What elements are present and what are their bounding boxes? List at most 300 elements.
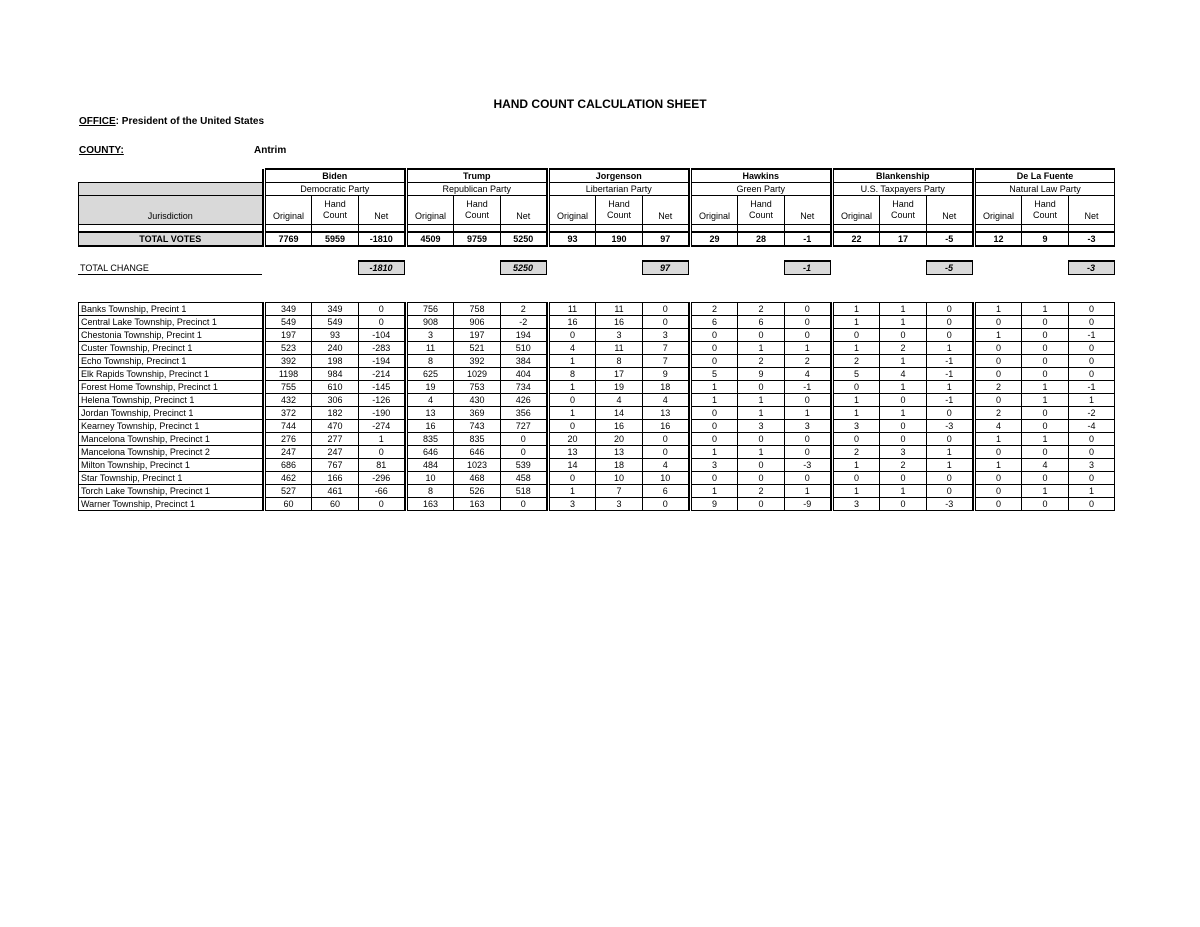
vote-cell: 0	[1069, 303, 1115, 316]
vote-cell: -274	[359, 420, 405, 433]
vote-cell: -9	[785, 498, 831, 511]
blank-cell	[407, 261, 453, 275]
hand-count-header: Hand Count	[454, 196, 501, 225]
vote-cell: -1	[1069, 381, 1115, 394]
vote-cell: 432	[266, 394, 312, 407]
vote-cell: -1	[1069, 329, 1115, 342]
vote-cell: 16	[643, 420, 689, 433]
vote-cell: 2	[738, 485, 785, 498]
vote-cell: 6	[643, 485, 689, 498]
jurisdiction-name: Forest Home Township, Precinct 1	[79, 381, 263, 394]
vote-cell: 81	[359, 459, 405, 472]
vote-cell: 0	[692, 472, 738, 485]
vote-cell: 1	[976, 433, 1022, 446]
vote-cell: 10	[408, 472, 454, 485]
vote-cell: 3	[1069, 459, 1115, 472]
blank-cell	[976, 225, 1022, 233]
vote-cell: 908	[408, 316, 454, 329]
hand-count-header: Hand Count	[880, 196, 927, 225]
vote-cell: 0	[1022, 316, 1069, 329]
vote-cell: 2	[738, 303, 785, 316]
vote-cell: 734	[501, 381, 547, 394]
vote-cell: 0	[1022, 420, 1069, 433]
net-header: Net	[1069, 196, 1115, 225]
vote-cell: 1	[927, 342, 973, 355]
vote-cell: 518	[501, 485, 547, 498]
total-change-value: 5250	[500, 261, 546, 275]
table-row	[79, 446, 1115, 459]
jurisdiction-name: Chestonia Township, Precint 1	[79, 329, 263, 342]
vote-cell: 0	[1069, 433, 1115, 446]
vote-cell: 13	[550, 446, 596, 459]
vote-cell: 0	[785, 316, 831, 329]
vote-cell: 11	[550, 303, 596, 316]
vote-cell: 1	[834, 342, 880, 355]
vote-cell: 753	[454, 381, 501, 394]
vote-cell: 16	[596, 420, 643, 433]
total-change-table	[78, 260, 1115, 275]
vote-cell: 247	[312, 446, 359, 459]
candidate-party: Democratic Party	[266, 183, 405, 196]
vote-cell: 1	[1022, 394, 1069, 407]
total-vote-value: 93	[550, 232, 596, 246]
vote-cell: 0	[359, 498, 405, 511]
vote-cell: 60	[312, 498, 359, 511]
vote-cell: 1	[927, 446, 973, 459]
vote-cell: 1	[834, 394, 880, 407]
precinct-table	[78, 302, 1115, 511]
candidate-name: Blankenship	[834, 169, 973, 183]
vote-cell: 0	[927, 485, 973, 498]
blank-cell	[312, 225, 359, 233]
table-row	[79, 472, 1115, 485]
candidate-name-row	[79, 169, 1115, 183]
vote-cell: 6	[692, 316, 738, 329]
vote-cell: -3	[785, 459, 831, 472]
vote-cell: 468	[454, 472, 501, 485]
vote-cell: 549	[312, 316, 359, 329]
county-label: COUNTY:	[79, 145, 124, 156]
total-change-value: -3	[1068, 261, 1114, 275]
hand-count-header: Hand Count	[738, 196, 785, 225]
vote-cell: 1	[738, 446, 785, 459]
vote-cell: 0	[976, 472, 1022, 485]
vote-cell: 1	[880, 485, 927, 498]
jurisdiction-name: Elk Rapids Township, Precinct 1	[79, 368, 263, 381]
total-vote-value: -3	[1069, 232, 1115, 246]
vote-cell: 5	[834, 368, 880, 381]
vote-cell: 197	[454, 329, 501, 342]
vote-cell: 1	[927, 459, 973, 472]
vote-cell: 0	[738, 329, 785, 342]
vote-cell: 758	[454, 303, 501, 316]
vote-cell: 0	[738, 381, 785, 394]
vote-cell: 392	[266, 355, 312, 368]
vote-cell: 1	[1022, 485, 1069, 498]
vote-cell: 0	[738, 433, 785, 446]
vote-cell: 0	[738, 472, 785, 485]
vote-cell: -1	[785, 381, 831, 394]
blank-cell	[311, 261, 358, 275]
original-header: Original	[408, 196, 454, 225]
blank-cell	[265, 261, 311, 275]
hand-count-header: Hand Count	[596, 196, 643, 225]
jurisdiction-name: Torch Lake Township, Precinct 1	[79, 485, 263, 498]
vote-cell: 0	[1022, 407, 1069, 420]
office-label: OFFICE	[79, 116, 116, 127]
vote-cell: 0	[1069, 368, 1115, 381]
vote-cell: 16	[408, 420, 454, 433]
vote-cell: 1	[834, 459, 880, 472]
jurisdiction-header: Jurisdiction	[79, 196, 263, 225]
jurisdiction-name: Mancelona Township, Precinct 2	[79, 446, 263, 459]
vote-cell: 0	[785, 303, 831, 316]
vote-cell: 1	[880, 303, 927, 316]
table-row	[79, 459, 1115, 472]
vote-cell: 4	[785, 368, 831, 381]
blank-cell	[691, 261, 737, 275]
blank-cell	[596, 225, 643, 233]
vote-cell: 0	[738, 459, 785, 472]
total-change-value: -1	[784, 261, 830, 275]
vote-cell: 1	[1069, 485, 1115, 498]
vote-cell: 1	[785, 342, 831, 355]
vote-cell: 0	[976, 368, 1022, 381]
vote-cell: 10	[596, 472, 643, 485]
vote-cell: 0	[359, 316, 405, 329]
header-table	[78, 168, 1115, 247]
vote-cell: 404	[501, 368, 547, 381]
hand-count-header: Hand Count	[1022, 196, 1069, 225]
total-vote-value: 190	[596, 232, 643, 246]
jurisdiction-name: Helena Township, Precinct 1	[79, 394, 263, 407]
vote-cell: 755	[266, 381, 312, 394]
vote-cell: 0	[1022, 355, 1069, 368]
hand-count-header: Hand Count	[312, 196, 359, 225]
vote-cell: 13	[596, 446, 643, 459]
net-header: Net	[643, 196, 689, 225]
vote-cell: 0	[976, 485, 1022, 498]
vote-cell: 392	[454, 355, 501, 368]
vote-cell: 1	[880, 316, 927, 329]
vote-cell: 470	[312, 420, 359, 433]
net-header: Net	[359, 196, 405, 225]
vote-cell: 0	[692, 329, 738, 342]
vote-cell: 0	[692, 420, 738, 433]
vote-cell: 0	[880, 498, 927, 511]
blank-cell	[879, 261, 926, 275]
blank-cell	[359, 225, 405, 233]
vote-cell: 1	[550, 407, 596, 420]
vote-cell: 1	[738, 394, 785, 407]
vote-cell: 0	[976, 355, 1022, 368]
vote-cell: 1	[550, 355, 596, 368]
vote-cell: 306	[312, 394, 359, 407]
vote-cell: 7	[643, 342, 689, 355]
vote-cell: 0	[692, 407, 738, 420]
vote-cell: 198	[312, 355, 359, 368]
vote-cell: 1	[692, 446, 738, 459]
vote-cell: 1198	[266, 368, 312, 381]
vote-cell: -2	[501, 316, 547, 329]
vote-cell: 756	[408, 303, 454, 316]
table-row	[79, 316, 1115, 329]
table-row	[79, 355, 1115, 368]
vote-cell: 0	[927, 433, 973, 446]
vote-cell: 1	[880, 407, 927, 420]
vote-cell: 1023	[454, 459, 501, 472]
vote-cell: 0	[834, 329, 880, 342]
vote-cell: -1	[927, 355, 973, 368]
jurisdiction-name: Star Township, Precinct 1	[79, 472, 263, 485]
table-row	[79, 368, 1115, 381]
blank-cell	[738, 225, 785, 233]
vote-cell: 277	[312, 433, 359, 446]
blank-cell	[595, 261, 642, 275]
vote-cell: 8	[550, 368, 596, 381]
original-header: Original	[692, 196, 738, 225]
vote-cell: 461	[312, 485, 359, 498]
total-vote-value: 5250	[501, 232, 547, 246]
jurisdiction-header-shade	[79, 183, 263, 196]
vote-cell: 646	[408, 446, 454, 459]
vote-cell: -104	[359, 329, 405, 342]
vote-cell: 1	[834, 485, 880, 498]
jurisdiction-name: Custer Township, Precinct 1	[79, 342, 263, 355]
vote-cell: 0	[550, 394, 596, 407]
vote-cell: 197	[266, 329, 312, 342]
vote-cell: 539	[501, 459, 547, 472]
vote-cell: -66	[359, 485, 405, 498]
vote-cell: 0	[643, 433, 689, 446]
blank-row	[79, 225, 1115, 233]
total-vote-value: -1810	[359, 232, 405, 246]
blank-cell	[834, 225, 880, 233]
candidate-party: Natural Law Party	[976, 183, 1115, 196]
vote-cell: 4	[880, 368, 927, 381]
vote-cell: 14	[550, 459, 596, 472]
vote-cell: 7	[643, 355, 689, 368]
vote-cell: 4	[408, 394, 454, 407]
vote-cell: 1	[927, 381, 973, 394]
jurisdiction-name: Jordan Township, Precinct 1	[79, 407, 263, 420]
vote-cell: 13	[408, 407, 454, 420]
vote-cell: 4	[643, 459, 689, 472]
vote-cell: 9	[738, 368, 785, 381]
vote-cell: 163	[408, 498, 454, 511]
vote-cell: 356	[501, 407, 547, 420]
vote-cell: 1	[880, 355, 927, 368]
candidate-name: Biden	[266, 169, 405, 183]
table-row	[79, 485, 1115, 498]
candidate-party: Green Party	[692, 183, 831, 196]
blank-cell	[1021, 261, 1068, 275]
vote-cell: 2	[976, 407, 1022, 420]
table-row	[79, 433, 1115, 446]
jurisdiction-name: Central Lake Township, Precinct 1	[79, 316, 263, 329]
vote-cell: 549	[266, 316, 312, 329]
vote-cell: 0	[550, 329, 596, 342]
vote-cell: 7	[596, 485, 643, 498]
total-votes-row	[79, 232, 1115, 246]
vote-cell: 60	[266, 498, 312, 511]
blank-cell	[975, 261, 1021, 275]
vote-cell: 835	[454, 433, 501, 446]
table-row	[79, 420, 1115, 433]
vote-cell: 0	[927, 329, 973, 342]
vote-cell: 9	[643, 368, 689, 381]
vote-cell: 166	[312, 472, 359, 485]
blank-cell	[785, 225, 831, 233]
total-change-value: 97	[642, 261, 688, 275]
vote-cell: 182	[312, 407, 359, 420]
vote-cell: 0	[550, 472, 596, 485]
vote-cell: 3	[880, 446, 927, 459]
vote-cell: 1	[785, 485, 831, 498]
blank-cell	[1022, 225, 1069, 233]
total-change-label: TOTAL CHANGE	[78, 261, 262, 275]
vote-cell: 0	[501, 498, 547, 511]
vote-cell: 0	[1022, 472, 1069, 485]
vote-cell: 16	[550, 316, 596, 329]
original-header: Original	[976, 196, 1022, 225]
vote-cell: 0	[501, 446, 547, 459]
vote-cell: 4	[550, 342, 596, 355]
blank-cell	[737, 261, 784, 275]
vote-cell: 3	[692, 459, 738, 472]
vote-cell: 1	[550, 485, 596, 498]
vote-cell: 17	[596, 368, 643, 381]
vote-cell: 527	[266, 485, 312, 498]
vote-cell: 727	[501, 420, 547, 433]
total-vote-value: 9759	[454, 232, 501, 246]
total-vote-value: 9	[1022, 232, 1069, 246]
vote-cell: 1	[976, 303, 1022, 316]
vote-cell: -2	[1069, 407, 1115, 420]
total-vote-value: 97	[643, 232, 689, 246]
vote-cell: 610	[312, 381, 359, 394]
vote-cell: 0	[738, 498, 785, 511]
sheet-title: HAND COUNT CALCULATION SHEET	[493, 97, 707, 111]
vote-cell: 1	[550, 381, 596, 394]
vote-cell: -4	[1069, 420, 1115, 433]
vote-cell: 0	[1069, 342, 1115, 355]
vote-cell: 19	[408, 381, 454, 394]
vote-cell: 1	[692, 394, 738, 407]
vote-cell: 18	[596, 459, 643, 472]
vote-cell: 0	[359, 303, 405, 316]
vote-cell: 247	[266, 446, 312, 459]
table-row	[79, 303, 1115, 316]
vote-cell: -1	[927, 394, 973, 407]
vote-cell: 349	[266, 303, 312, 316]
vote-cell: 523	[266, 342, 312, 355]
vote-cell: 0	[1022, 498, 1069, 511]
vote-cell: 8	[408, 485, 454, 498]
vote-cell: 0	[976, 394, 1022, 407]
vote-cell: 835	[408, 433, 454, 446]
vote-cell: 0	[550, 420, 596, 433]
vote-cell: 1029	[454, 368, 501, 381]
blank-cell	[643, 225, 689, 233]
total-change-value: -1810	[358, 261, 404, 275]
vote-cell: 10	[643, 472, 689, 485]
vote-cell: 430	[454, 394, 501, 407]
blank-cell	[927, 225, 973, 233]
vote-cell: 4	[976, 420, 1022, 433]
vote-cell: 163	[454, 498, 501, 511]
table-row	[79, 498, 1115, 511]
vote-cell: 20	[550, 433, 596, 446]
vote-cell: 906	[454, 316, 501, 329]
jurisdiction-name: Warner Township, Precinct 1	[79, 498, 263, 511]
vote-cell: 6	[738, 316, 785, 329]
jurisdiction-name: Kearney Township, Precinct 1	[79, 420, 263, 433]
vote-cell: 0	[785, 472, 831, 485]
vote-cell: 2	[738, 355, 785, 368]
vote-cell: 2	[692, 303, 738, 316]
blank-cell	[692, 225, 738, 233]
vote-cell: -283	[359, 342, 405, 355]
vote-cell: 16	[596, 316, 643, 329]
vote-cell: 11	[596, 303, 643, 316]
total-vote-value: 28	[738, 232, 785, 246]
vote-cell: 93	[312, 329, 359, 342]
jurisdiction-name: Mancelona Township, Precinct 1	[79, 433, 263, 446]
vote-cell: 3	[550, 498, 596, 511]
vote-cell: 0	[692, 433, 738, 446]
vote-cell: 0	[785, 446, 831, 459]
vote-cell: 0	[1069, 446, 1115, 459]
vote-cell: 426	[501, 394, 547, 407]
vote-cell: 744	[266, 420, 312, 433]
vote-cell: 20	[596, 433, 643, 446]
vote-cell: 1	[692, 485, 738, 498]
vote-cell: 510	[501, 342, 547, 355]
vote-cell: 0	[834, 472, 880, 485]
blank-cell	[880, 225, 927, 233]
original-header: Original	[266, 196, 312, 225]
vote-cell: 646	[454, 446, 501, 459]
blank-cell	[453, 261, 500, 275]
candidate-name: De La Fuente	[976, 169, 1115, 183]
jurisdiction-name: Banks Township, Precint 1	[79, 303, 263, 316]
jurisdiction-name: Echo Township, Precinct 1	[79, 355, 263, 368]
vote-cell: 462	[266, 472, 312, 485]
vote-cell: 3	[785, 420, 831, 433]
vote-cell: 2	[501, 303, 547, 316]
vote-cell: 194	[501, 329, 547, 342]
candidate-party: Republican Party	[408, 183, 547, 196]
vote-cell: 0	[643, 303, 689, 316]
vote-cell: 1	[692, 381, 738, 394]
original-header: Original	[834, 196, 880, 225]
vote-cell: 767	[312, 459, 359, 472]
vote-cell: 686	[266, 459, 312, 472]
vote-cell: 2	[880, 342, 927, 355]
vote-cell: 1	[880, 381, 927, 394]
total-vote-value: 29	[692, 232, 738, 246]
vote-cell: 984	[312, 368, 359, 381]
candidate-party: U.S. Taxpayers Party	[834, 183, 973, 196]
table-row	[79, 342, 1115, 355]
vote-cell: 0	[785, 433, 831, 446]
vote-cell: 0	[834, 433, 880, 446]
vote-cell: 2	[785, 355, 831, 368]
total-change-row	[78, 261, 1114, 275]
vote-cell: 0	[976, 446, 1022, 459]
vote-cell: 1	[834, 303, 880, 316]
